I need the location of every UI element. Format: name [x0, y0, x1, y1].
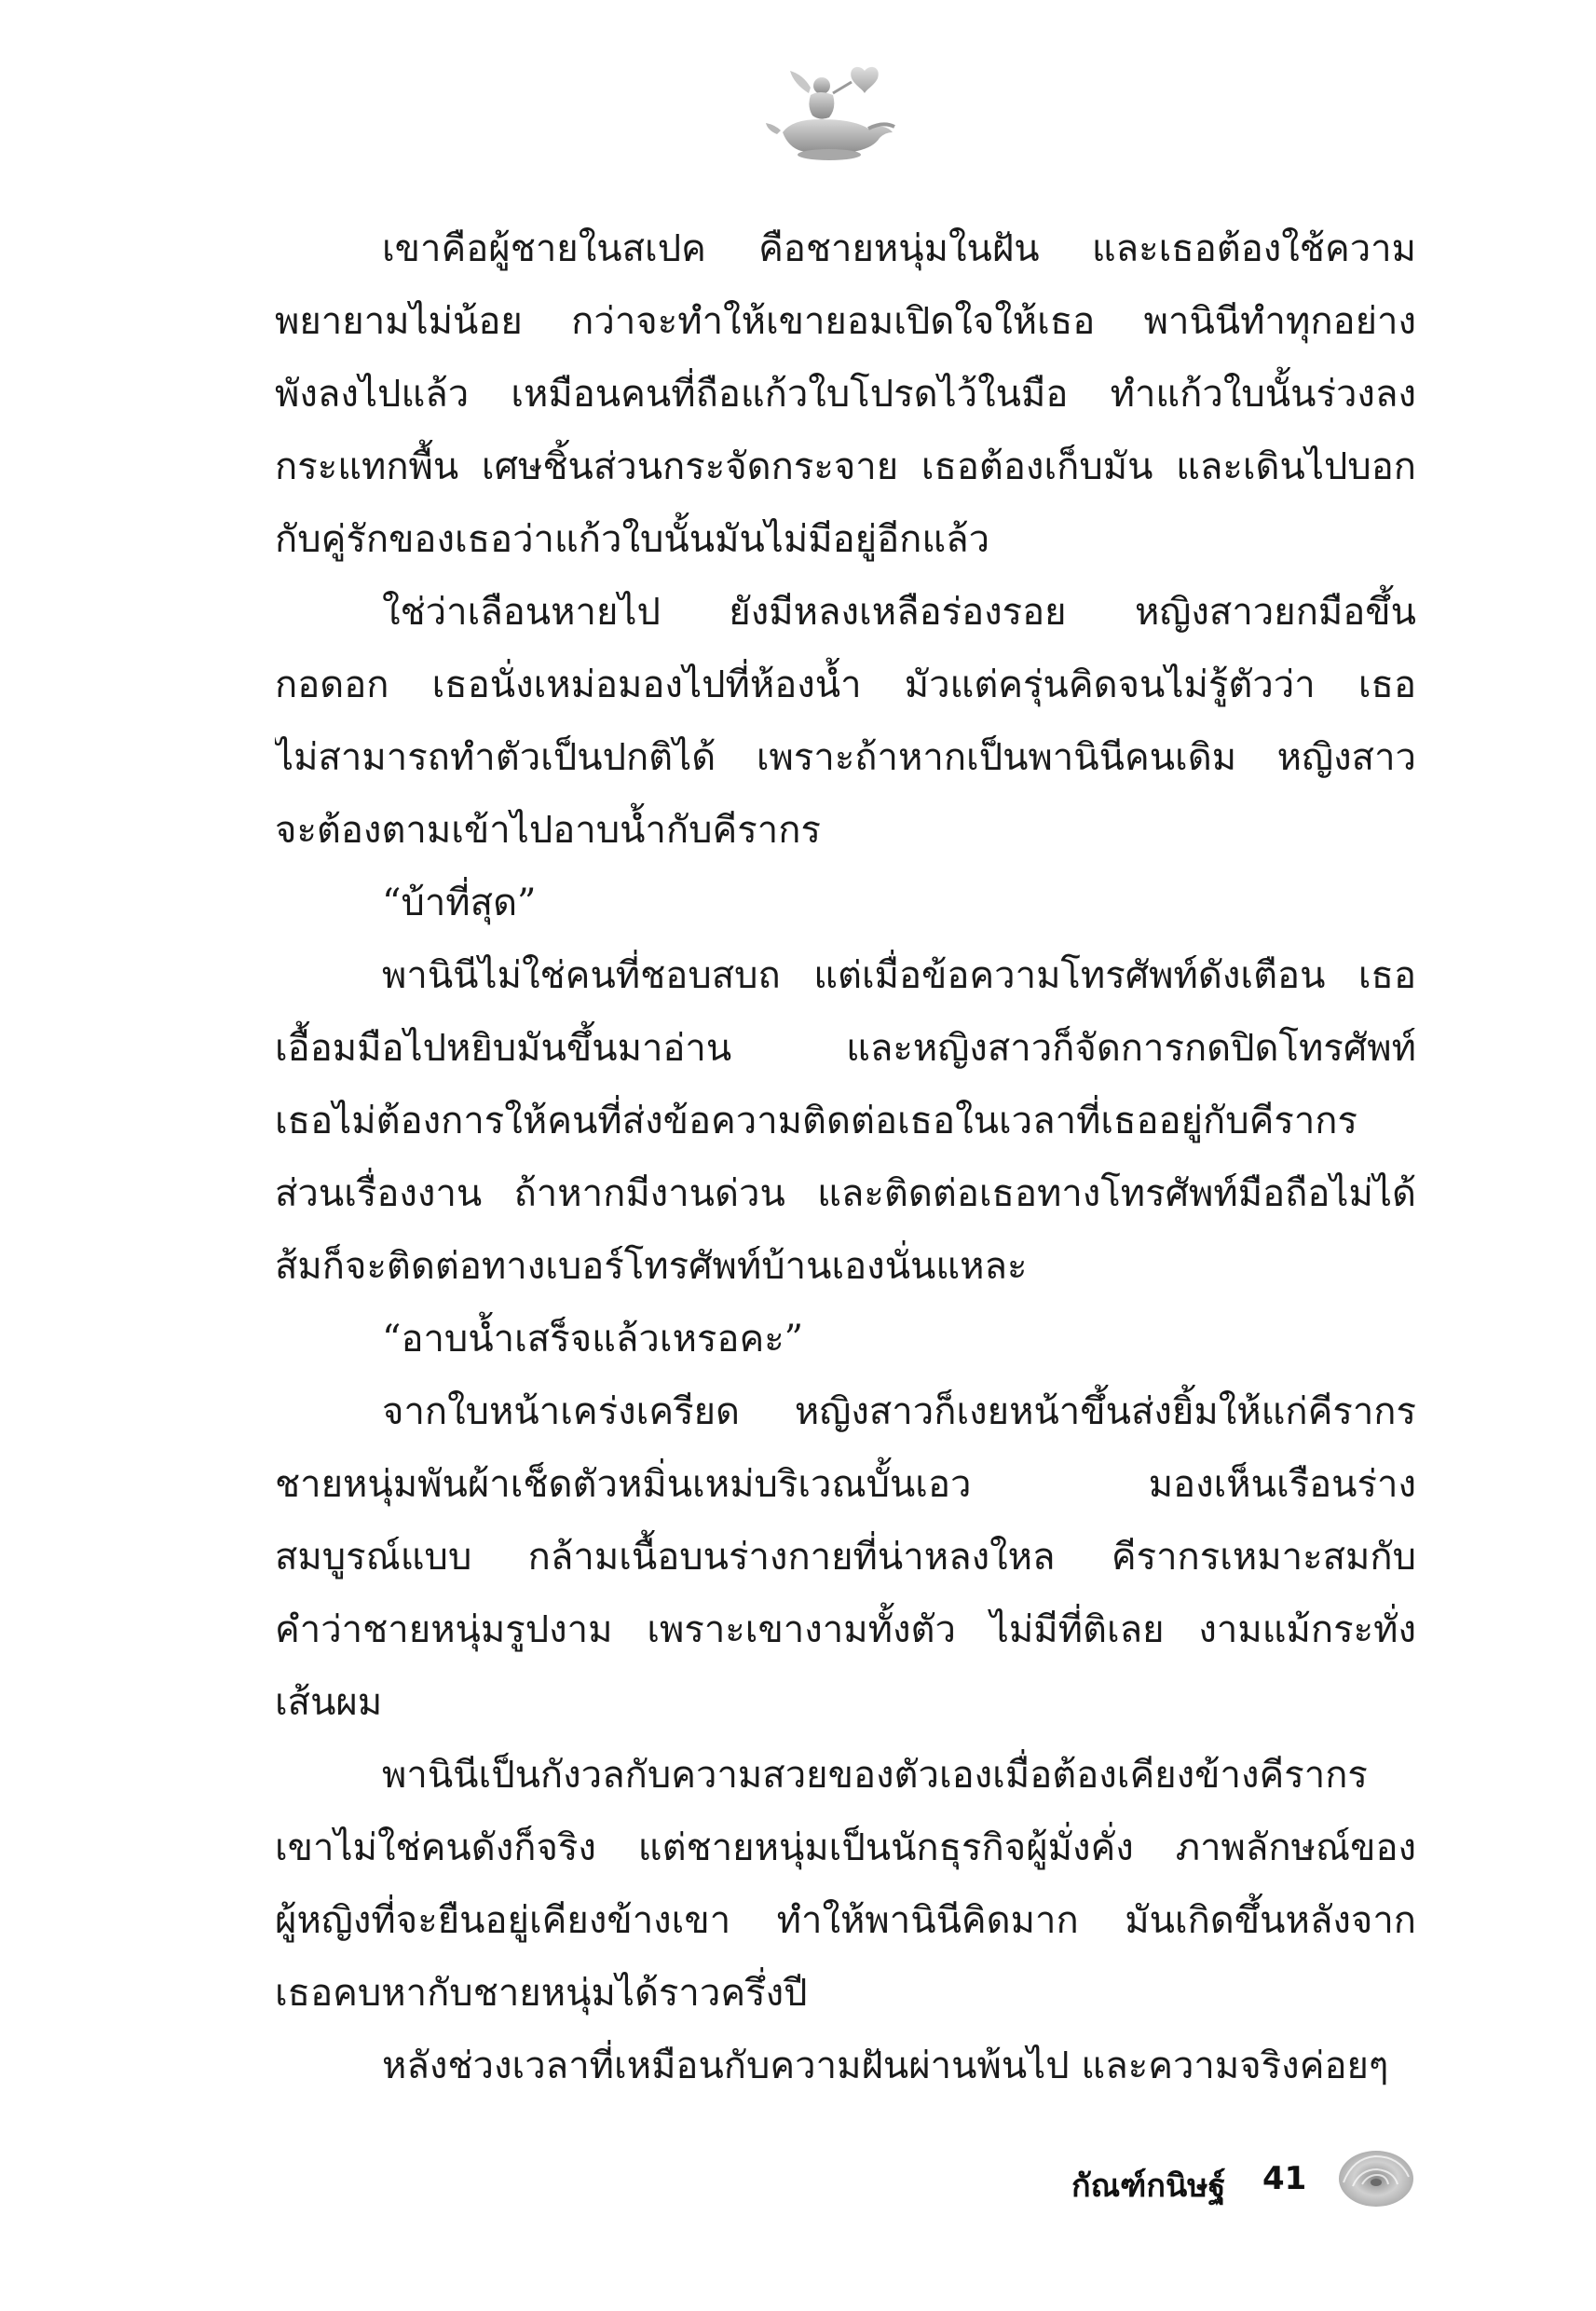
text-line: จากใบหน้าเคร่งเครียด หญิงสาวก็เงยหน้าขึ้นส่งยิ้มให้แก่คีรากร: [382, 1390, 1416, 1433]
text-line: หลังช่วงเวลาที่เหมือนกับความฝันผ่านพ้นไป และความจริงค่อยๆ: [382, 2044, 1389, 2087]
paragraph: [275, 1739, 1416, 2030]
text-line: กระแทกพื้น เศษชิ้นส่วนกระจัดกระจาย เธอต้องเก็บมัน และเดินไปบอก: [275, 445, 1416, 488]
text-line: ใช่ว่าเลือนหายไป ยังมีหลงเหลือร่องรอย หญิงสาวยกมือขึ้น: [382, 591, 1416, 634]
paragraph: [275, 939, 1416, 1303]
paragraph: [275, 576, 1416, 867]
text-line: “อาบน้ำเสร็จแล้วเหรอคะ”: [382, 1318, 804, 1361]
text-line: พังลงไปแล้ว เหมือนคนที่ถือแก้วใบโปรดไว้ในมือ ทำแก้วใบนั้นร่วงลง: [275, 373, 1416, 416]
text-line: พานินีไม่ใช่คนที่ชอบสบถ แต่เมื่อข้อความโทรศัพท์ดังเตือน เธอ: [382, 954, 1416, 997]
text-line: พยายามไม่น้อย กว่าจะทำให้เขายอมเปิดใจให้เธอ พานินีทำทุกอย่าง: [275, 300, 1416, 343]
text-line: เขาไม่ใช่คนดังก็จริง แต่ชายหนุ่มเป็นนักธุรกิจผู้มั่งคั่ง ภาพลักษณ์ของ: [275, 1826, 1416, 1869]
cupid-lamp-icon: [764, 58, 913, 170]
paragraph: [275, 1375, 1416, 1739]
text-line: ส้มก็จะติดต่อทางเบอร์โทรศัพท์บ้านเองนั่นแหละ: [275, 1245, 1028, 1288]
page-number: 41: [1262, 2160, 1307, 2197]
text-line: ส่วนเรื่องงาน ถ้าหากมีงานด่วน และติดต่อเธอทางโทรศัพท์มือถือไม่ได้: [275, 1172, 1416, 1215]
text-line: เอื้อมมือไปหยิบมันขึ้นมาอ่าน และหญิงสาวก็จัดการกดปิดโทรศัพท์: [275, 1027, 1416, 1070]
text-line: ไม่สามารถทำตัวเป็นปกติได้ เพราะถ้าหากเป็นพานินีคนเดิม หญิงสาว: [275, 736, 1416, 779]
text-line: เธอคบหากับชายหนุ่มได้ราวครึ่งปี: [275, 1972, 808, 2015]
text-line: เธอไม่ต้องการให้คนที่ส่งข้อความติดต่อเธอในเวลาที่เธออยู่กับคีรากร: [275, 1100, 1358, 1142]
book-title: กัณฑ์กนิษฐ์: [1071, 2167, 1226, 2205]
text-line: กอดอก เธอนั่งเหม่อมองไปที่ห้องน้ำ มัวแต่ครุ่นคิดจนไม่รู้ตัวว่า เธอ: [275, 663, 1416, 706]
text-line: คำว่าชายหนุ่มรูปงาม เพราะเขางามทั้งตัว ไม่มีที่ติเลย งามแม้กระทั่ง: [275, 1608, 1416, 1651]
paragraph: [275, 212, 1416, 576]
text-line: เส้นผม: [275, 1681, 383, 1724]
paragraph: [275, 1303, 1416, 1375]
paragraph: [275, 867, 1416, 939]
text-line: จะต้องตามเข้าไปอาบน้ำกับคีรากร: [275, 809, 821, 852]
text-line: ชายหนุ่มพันผ้าเช็ดตัวหมิ่นเหม่บริเวณบั้นเอว มองเห็นเรือนร่าง: [275, 1463, 1416, 1506]
text-line: พานินีเป็นกังวลกับความสวยของตัวเองเมื่อต้องเคียงข้างคีรากร: [382, 1754, 1368, 1797]
page-footer: [0, 2143, 1596, 2227]
text-line: กับคู่รักของเธอว่าแก้วใบนั้นมันไม่มีอยู่อีกแล้ว: [275, 518, 990, 561]
text-line: สมบูรณ์แบบ กล้ามเนื้อบนร่างกายที่น่าหลงใหล คีรากรเหมาะสมกับ: [275, 1536, 1416, 1579]
paragraph: [275, 2030, 1416, 2102]
text-line: “บ้าที่สุด”: [382, 882, 537, 924]
text-line: ผู้หญิงที่จะยืนอยู่เคียงข้างเขา ทำให้พานินีคิดมาก มันเกิดขึ้นหลังจาก: [275, 1899, 1416, 1942]
rose-icon: [1334, 2145, 1418, 2210]
chapter-body: [275, 212, 1416, 2102]
text-line: เขาคือผู้ชายในสเปค คือชายหนุ่มในฝัน และเธอต้องใช้ความ: [382, 227, 1416, 270]
